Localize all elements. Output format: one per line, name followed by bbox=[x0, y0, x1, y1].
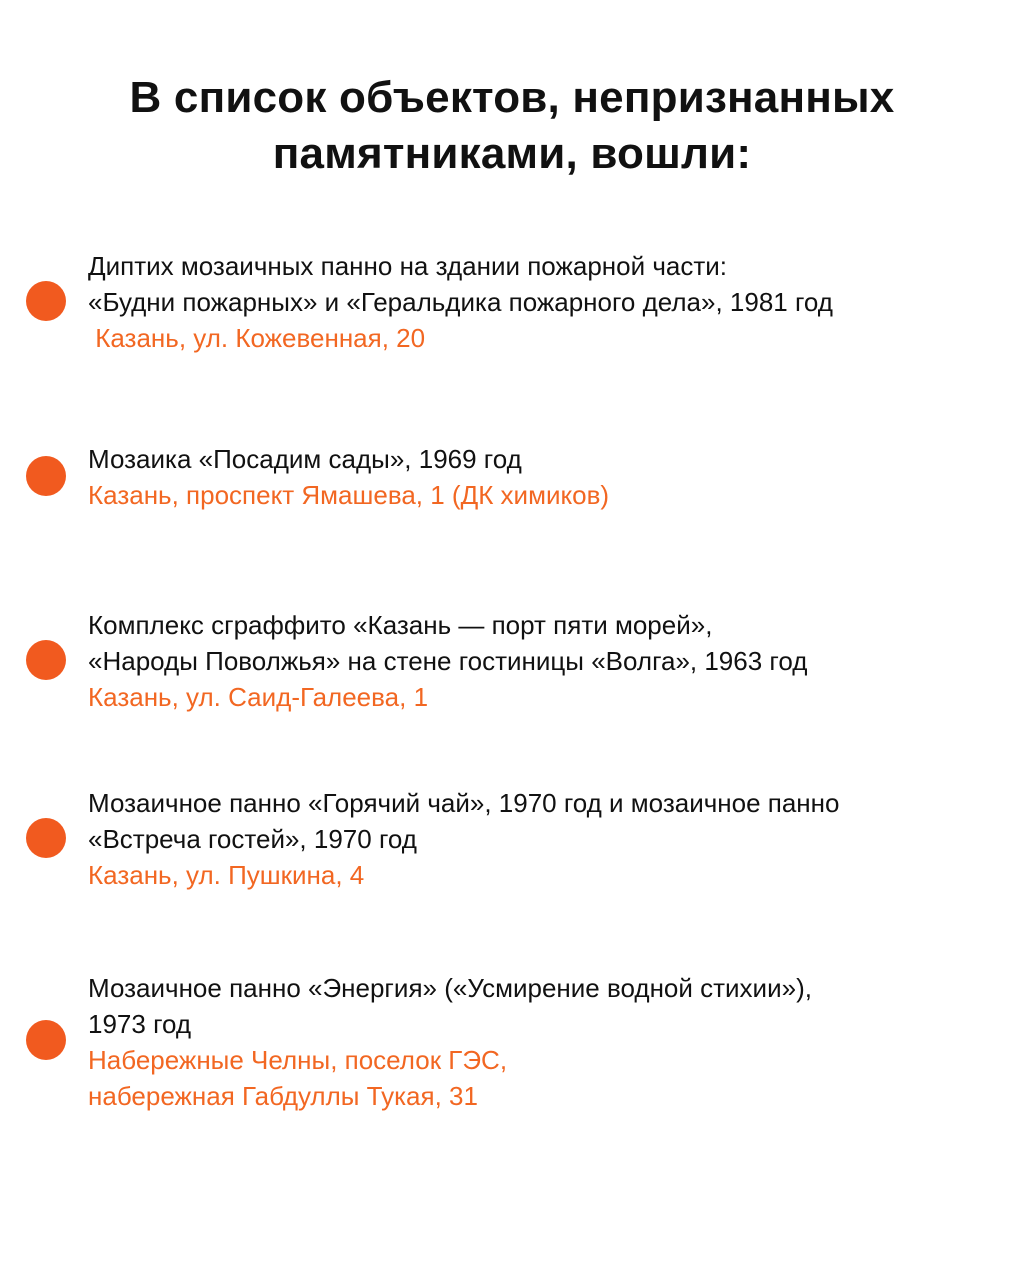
item-description-line: 1973 год bbox=[88, 1009, 192, 1039]
bullet-dot bbox=[26, 456, 66, 496]
item-description-line: Мозаика «Посадим сады», 1969 год bbox=[88, 444, 522, 474]
item-address: Казань, ул. Кожевенная, 20 bbox=[88, 323, 426, 353]
list-item-text bbox=[88, 441, 1008, 513]
bullet-dot bbox=[26, 818, 66, 858]
title-line-1: В список объектов, непризнанных bbox=[129, 73, 895, 122]
list-item-text bbox=[88, 607, 1008, 715]
item-description-line: «Встреча гостей», 1970 год bbox=[88, 824, 417, 854]
bullet-dot bbox=[26, 1020, 66, 1060]
bullet-dot bbox=[26, 640, 66, 680]
item-address: Набережные Челны, поселок ГЭС, bbox=[88, 1045, 508, 1075]
list-item-text bbox=[88, 248, 1008, 356]
item-description-line: Комплекс сграффито «Казань — порт пяти морей», bbox=[88, 610, 713, 640]
bullet-dot bbox=[26, 281, 66, 321]
page-title bbox=[0, 70, 1024, 182]
item-description-line: Мозаичное панно «Энергия» («Усмирение водной стихии»), bbox=[88, 973, 812, 1003]
item-address: Казань, проспект Ямашева, 1 (ДК химиков) bbox=[88, 480, 610, 510]
item-address: набережная Габдуллы Тукая, 31 bbox=[88, 1081, 478, 1111]
item-description-line: «Народы Поволжья» на стене гостиницы «Волга», 1963 год bbox=[88, 646, 808, 676]
list-item-text bbox=[88, 785, 1008, 893]
list-item-text bbox=[88, 970, 1008, 1114]
item-description-line: Мозаичное панно «Горячий чай», 1970 год и мозаичное панно bbox=[88, 788, 840, 818]
item-description-line: «Будни пожарных» и «Геральдика пожарного дела», 1981 год bbox=[88, 287, 833, 317]
item-description-line: Диптих мозаичных панно на здании пожарной части: bbox=[88, 251, 728, 281]
item-address: Казань, ул. Пушкина, 4 bbox=[88, 860, 365, 890]
title-line-2: памятниками, вошли: bbox=[272, 129, 752, 178]
item-address: Казань, ул. Саид-Галеева, 1 bbox=[88, 682, 429, 712]
